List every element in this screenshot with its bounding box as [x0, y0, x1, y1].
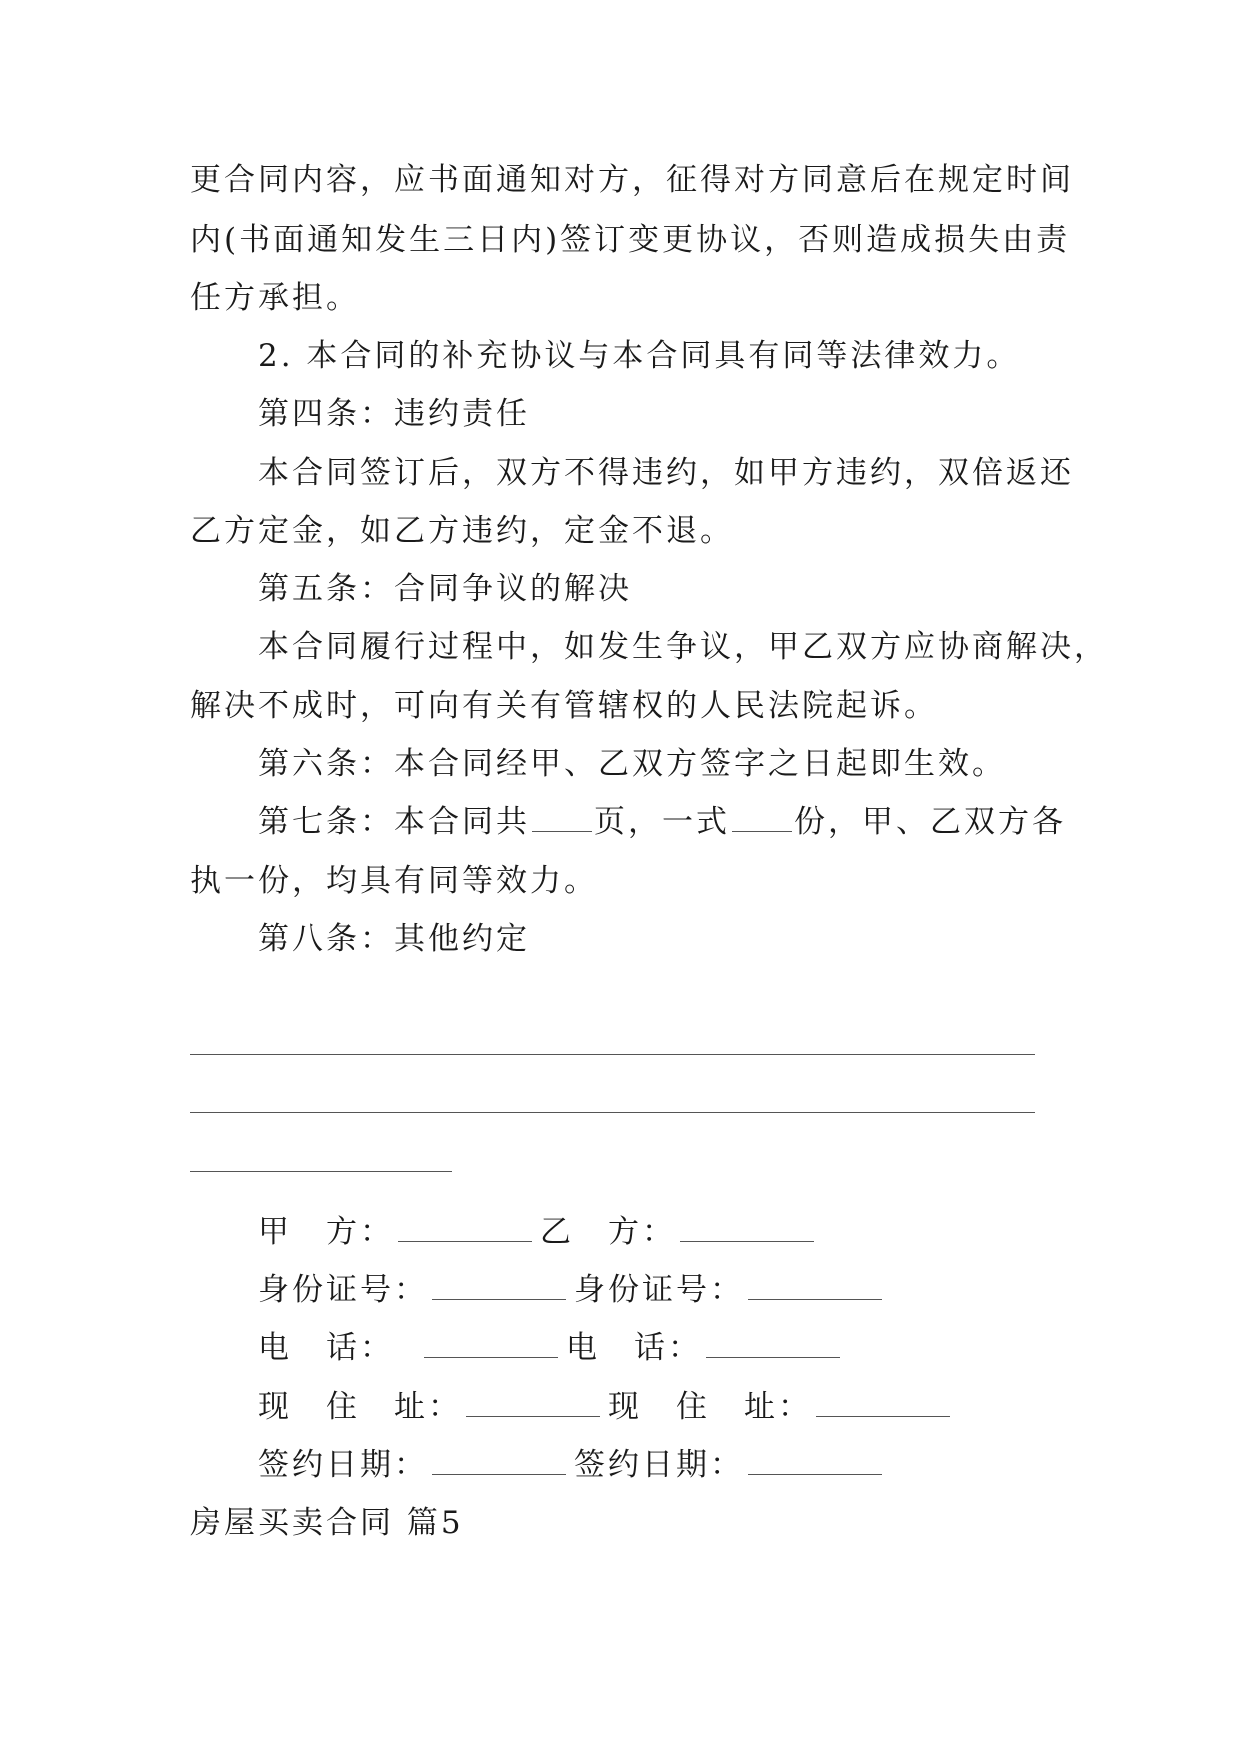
- article-8-heading: 第八条：其他约定: [258, 921, 530, 957]
- paragraph-line: 乙方定金，如乙方违约，定金不退。: [190, 513, 734, 549]
- next-section-heading: 房屋买卖合同 篇5: [190, 1505, 464, 1541]
- pages-blank[interactable]: [532, 805, 592, 832]
- article-4-heading: 第四条：违约责任: [258, 396, 530, 432]
- paragraph-line: 本合同履行过程中，如发生争议，甲乙双方应协商解决，: [258, 629, 1108, 665]
- article-7-text: 第七条：本合同共: [258, 804, 530, 840]
- article-7-text: 页，一式: [594, 804, 730, 840]
- party-a-label: 甲 方：: [258, 1214, 394, 1250]
- id-a-blank[interactable]: [432, 1273, 566, 1300]
- address-b-blank[interactable]: [816, 1390, 950, 1417]
- id-a-label: 身份证号：: [258, 1272, 428, 1308]
- phone-a-blank[interactable]: [424, 1331, 558, 1358]
- signature-row-date: [258, 1445, 890, 1485]
- blank-line[interactable]: [190, 1171, 452, 1172]
- signature-row-phone: [258, 1328, 848, 1368]
- date-b-label: 签约日期：: [574, 1447, 744, 1483]
- article-6: 第六条：本合同经甲、乙双方签字之日起即生效。: [258, 746, 1006, 782]
- party-b-label: 乙 方：: [540, 1214, 676, 1250]
- phone-b-blank[interactable]: [706, 1331, 840, 1358]
- date-a-blank[interactable]: [432, 1448, 566, 1475]
- address-a-blank[interactable]: [466, 1390, 600, 1417]
- blank-line[interactable]: [190, 1054, 1035, 1055]
- phone-b-label: 电 话：: [566, 1330, 702, 1366]
- address-b-label: 现 住 址：: [608, 1389, 812, 1425]
- blank-line[interactable]: [190, 1112, 1035, 1113]
- paragraph-line: 解决不成时，可向有关有管辖权的人民法院起诉。: [190, 688, 938, 724]
- clause-2: 2. 本合同的补充协议与本合同具有同等法律效力。: [258, 338, 1021, 374]
- date-a-label: 签约日期：: [258, 1447, 428, 1483]
- party-a-blank[interactable]: [398, 1215, 532, 1242]
- paragraph-line: 执一份，均具有同等效力。: [190, 863, 598, 899]
- paragraph-line: 本合同签订后，双方不得违约，如甲方违约，双倍返还: [258, 455, 1074, 491]
- id-b-label: 身份证号：: [574, 1272, 744, 1308]
- paragraph-line: 内(书面通知发生三日内)签订变更协议，否则造成损失由责: [190, 222, 1071, 258]
- phone-a-label: 电 话：: [258, 1330, 394, 1366]
- article-7-text: 份，甲、乙双方各: [794, 804, 1066, 840]
- id-b-blank[interactable]: [748, 1273, 882, 1300]
- copies-blank[interactable]: [732, 805, 792, 832]
- signature-row-address: [258, 1387, 958, 1427]
- paragraph-line: 更合同内容，应书面通知对方，征得对方同意后在规定时间: [190, 162, 1074, 198]
- article-7: [258, 802, 1138, 842]
- signature-row-id: [258, 1270, 890, 1310]
- party-b-blank[interactable]: [680, 1215, 814, 1242]
- article-5-heading: 第五条：合同争议的解决: [258, 571, 632, 607]
- address-a-label: 现 住 址：: [258, 1389, 462, 1425]
- paragraph-line: 任方承担。: [190, 280, 360, 316]
- signature-row-party: [258, 1212, 822, 1252]
- date-b-blank[interactable]: [748, 1448, 882, 1475]
